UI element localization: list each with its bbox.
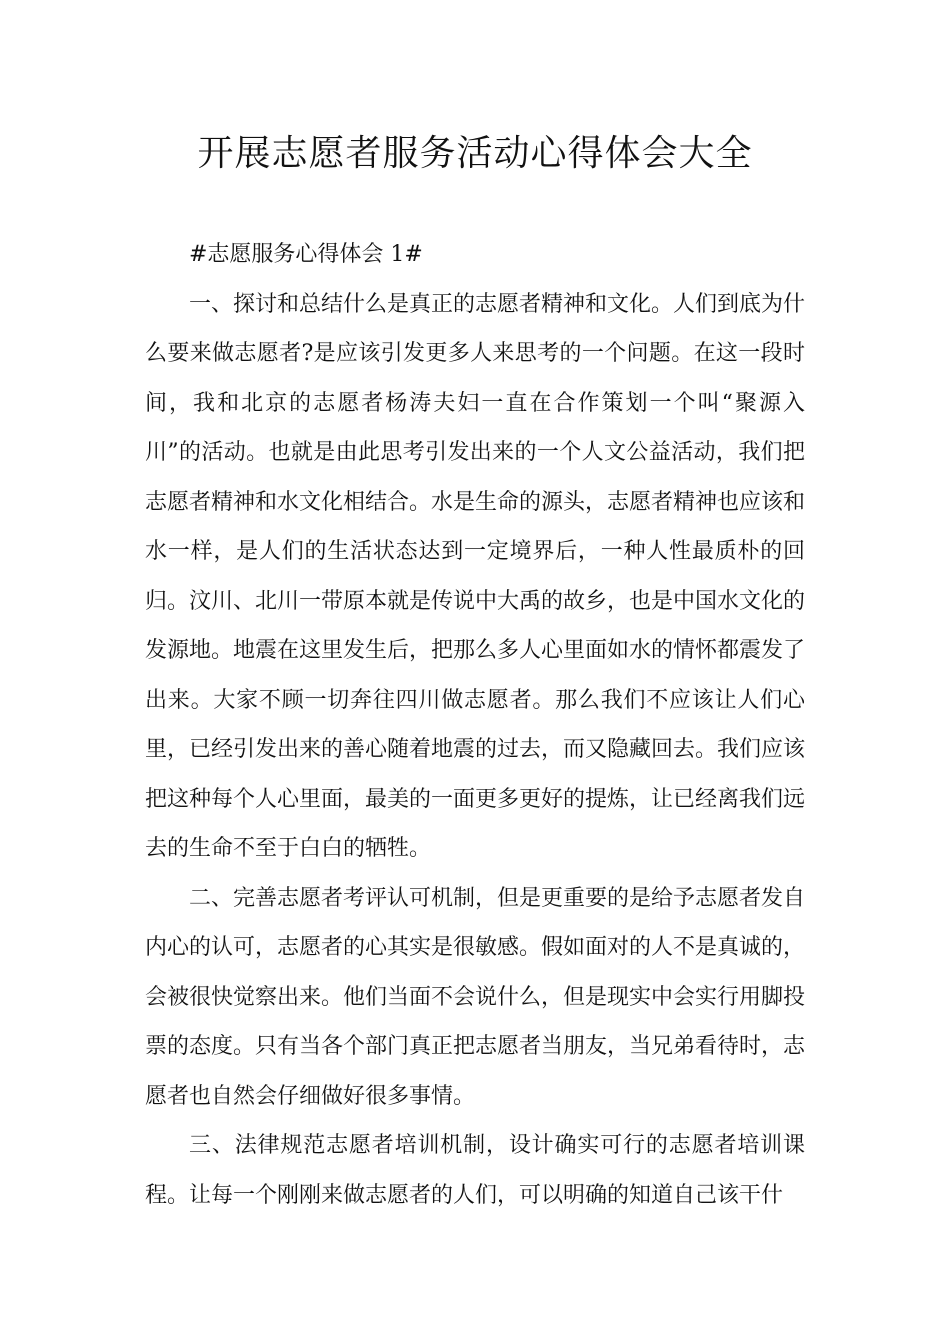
document-body — [145, 230, 805, 1220]
paragraph-3: 三、法律规范志愿者培训机制，设计确实可行的志愿者培训课程。让每一个刚刚来做志愿者的人们，可以明确的知道自己该干什 — [145, 1133, 805, 1208]
section-tag: #志愿服务心得体会 1# — [189, 242, 423, 267]
paragraph-2: 二、完善志愿者考评认可机制，但是更重要的是给予志愿者发自内心的认可，志愿者的心其实是很敏感。假如面对的人不是真诚的，会被很快觉察出来。他们当面不会说什么，但是现实中会实行用脚投票的态度。只有当各个部门真正把志愿者当朋友，当兄弟看待时，志愿者也自然会仔细做好很多事情。 — [145, 885, 806, 1109]
paragraph-1: 一、探讨和总结什么是真正的志愿者精神和文化。人们到底为什么要来做志愿者?是应该引发更多人来思考的一个问题。在这一段时间，我和北京的志愿者杨涛夫妇一直在合作策划一个叫“聚源入川”的活动。也就是由此思考引发出来的一个人文公益活动，我们把志愿者精神和水文化相结合。水是生命的源头，志愿者精神也应该和水一样，是人们的生活状态达到一定境界后，一种人性最质朴的回归。汶川、北川一带原本就是传说中大禹的故乡，也是中国水文化的发源地。地震在这里发生后，把那么多人心里面如水的情怀都震发了出来。大家不顾一切奔往四川做志愿者。那么我们不应该让人们心里，已经引发出来的善心随着地震的过去，而又隐藏回去。我们应该把这种每个人心里面，最美的一面更多更好的提炼，让已经离我们远去的生命不至于白白的牺牲。 — [145, 291, 806, 861]
document-title: 开展志愿者服务活动心得体会大全 — [197, 133, 753, 174]
